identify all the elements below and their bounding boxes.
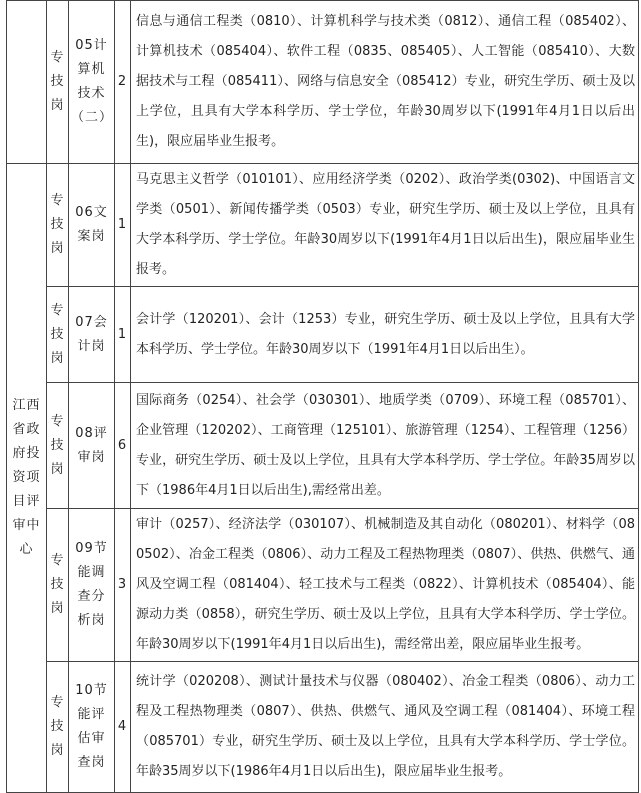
- requirements-cell: 审计（0257）、经济法学（030107）、机械制造及其自动化（080201）、材料学（080502）、冶金工程类（0806）、动力工程及工程热物理类（0807）、供热、供燃气、通风及空调工程（081404）、轻工技术与工程类（0822）、计算机技术（085404）、能源动力类（0858），研究生学历、硕士及以上学位，且具有大学本科学历、学士学位。年龄30周岁以下(1991年4月1日以后出生)，需经常出差，限应届毕业生报考。: [131, 509, 639, 662]
- post-name-cell: 07会计岗: [69, 287, 115, 383]
- post-type-cell: 专技岗: [47, 509, 69, 662]
- post-type-cell: 专技岗: [47, 1, 69, 164]
- headcount-cell: 6: [115, 383, 131, 509]
- headcount-cell: 2: [115, 1, 131, 164]
- headcount-cell: 1: [115, 164, 131, 287]
- table-row: [7, 662, 639, 793]
- post-name-cell: 10节能评估审查岗: [69, 662, 115, 793]
- requirements-cell: 信息与通信工程类（0810）、计算机科学与技术类（0812）、通信工程（085402）、计算机技术（085404）、软件工程（0835、085405）、人工智能（085410）、大数据技术与工程（085411）、网络与信息安全（085412）专业，研究生学历、硕士及以上学位，且具有大学本科学历、学士学位，年龄30周岁以下(1991年4月1日以后出生)，限应届毕业生报考。: [131, 1, 639, 164]
- headcount-cell: 1: [115, 287, 131, 383]
- requirements-cell: 马克思主义哲学（010101）、应用经济学类（0202）、政治学类(0302)、中国语言文学类（0501）、新闻传播学类（0503）专业，研究生学历、硕士及以上学位，且具有大学本科学历、学士学位。年龄30周岁以下(1991年4月1日以后出生)，限应届毕业生报考。: [131, 164, 639, 287]
- post-type-cell: 专技岗: [47, 662, 69, 793]
- headcount-cell: 3: [115, 509, 131, 662]
- post-type-cell: 专技岗: [47, 383, 69, 509]
- post-name-cell: 06文案岗: [69, 164, 115, 287]
- post-type-cell: 专技岗: [47, 164, 69, 287]
- requirements-cell: 会计学（120201）、会计（1253）专业，研究生学历、硕士及以上学位，且具有大学本科学历、学士学位。年龄30周岁以下（1991年4月1日以后出生）。: [131, 287, 639, 383]
- requirements-cell: 统计学（020208）、测试计量技术与仪器（080402）、冶金工程类（0806）、动力工程及工程热物理类（0807）、供热、供燃气、通风及空调工程（081404）、环境工程（085701）专业，研究生学历、硕士及以上学位，且具有大学本科学历、学士学位。年龄35周岁以下(1986年4月1日以后出生)，限应届毕业生报考。: [131, 662, 639, 793]
- post-name-cell: 09节能调查分析岗: [69, 509, 115, 662]
- headcount-cell: 4: [115, 662, 131, 793]
- unit-name-cell: 江西省政府投资项目评审中心: [7, 164, 47, 793]
- unit-cell-empty: [7, 1, 47, 164]
- table-row: [7, 383, 639, 509]
- table-row: [7, 1, 639, 164]
- post-name-cell: 05计算机技术（二）: [69, 1, 115, 164]
- table-row: [7, 509, 639, 662]
- requirements-cell: 国际商务（0254）、社会学（030301）、地质学类（0709）、环境工程（085701）、企业管理（120202）、工商管理（125101）、旅游管理（1254）、工程管理（1256）专业，研究生学历、硕士及以上学位，且具有大学本科学历、学士学位。年龄35周岁以下（1986年4月1日以后出生),需经常出差。: [131, 383, 639, 509]
- recruitment-table: [6, 0, 639, 793]
- post-name-cell: 08评审岗: [69, 383, 115, 509]
- table-row: [7, 287, 639, 383]
- post-type-cell: 专技岗: [47, 287, 69, 383]
- table-row: [7, 164, 639, 287]
